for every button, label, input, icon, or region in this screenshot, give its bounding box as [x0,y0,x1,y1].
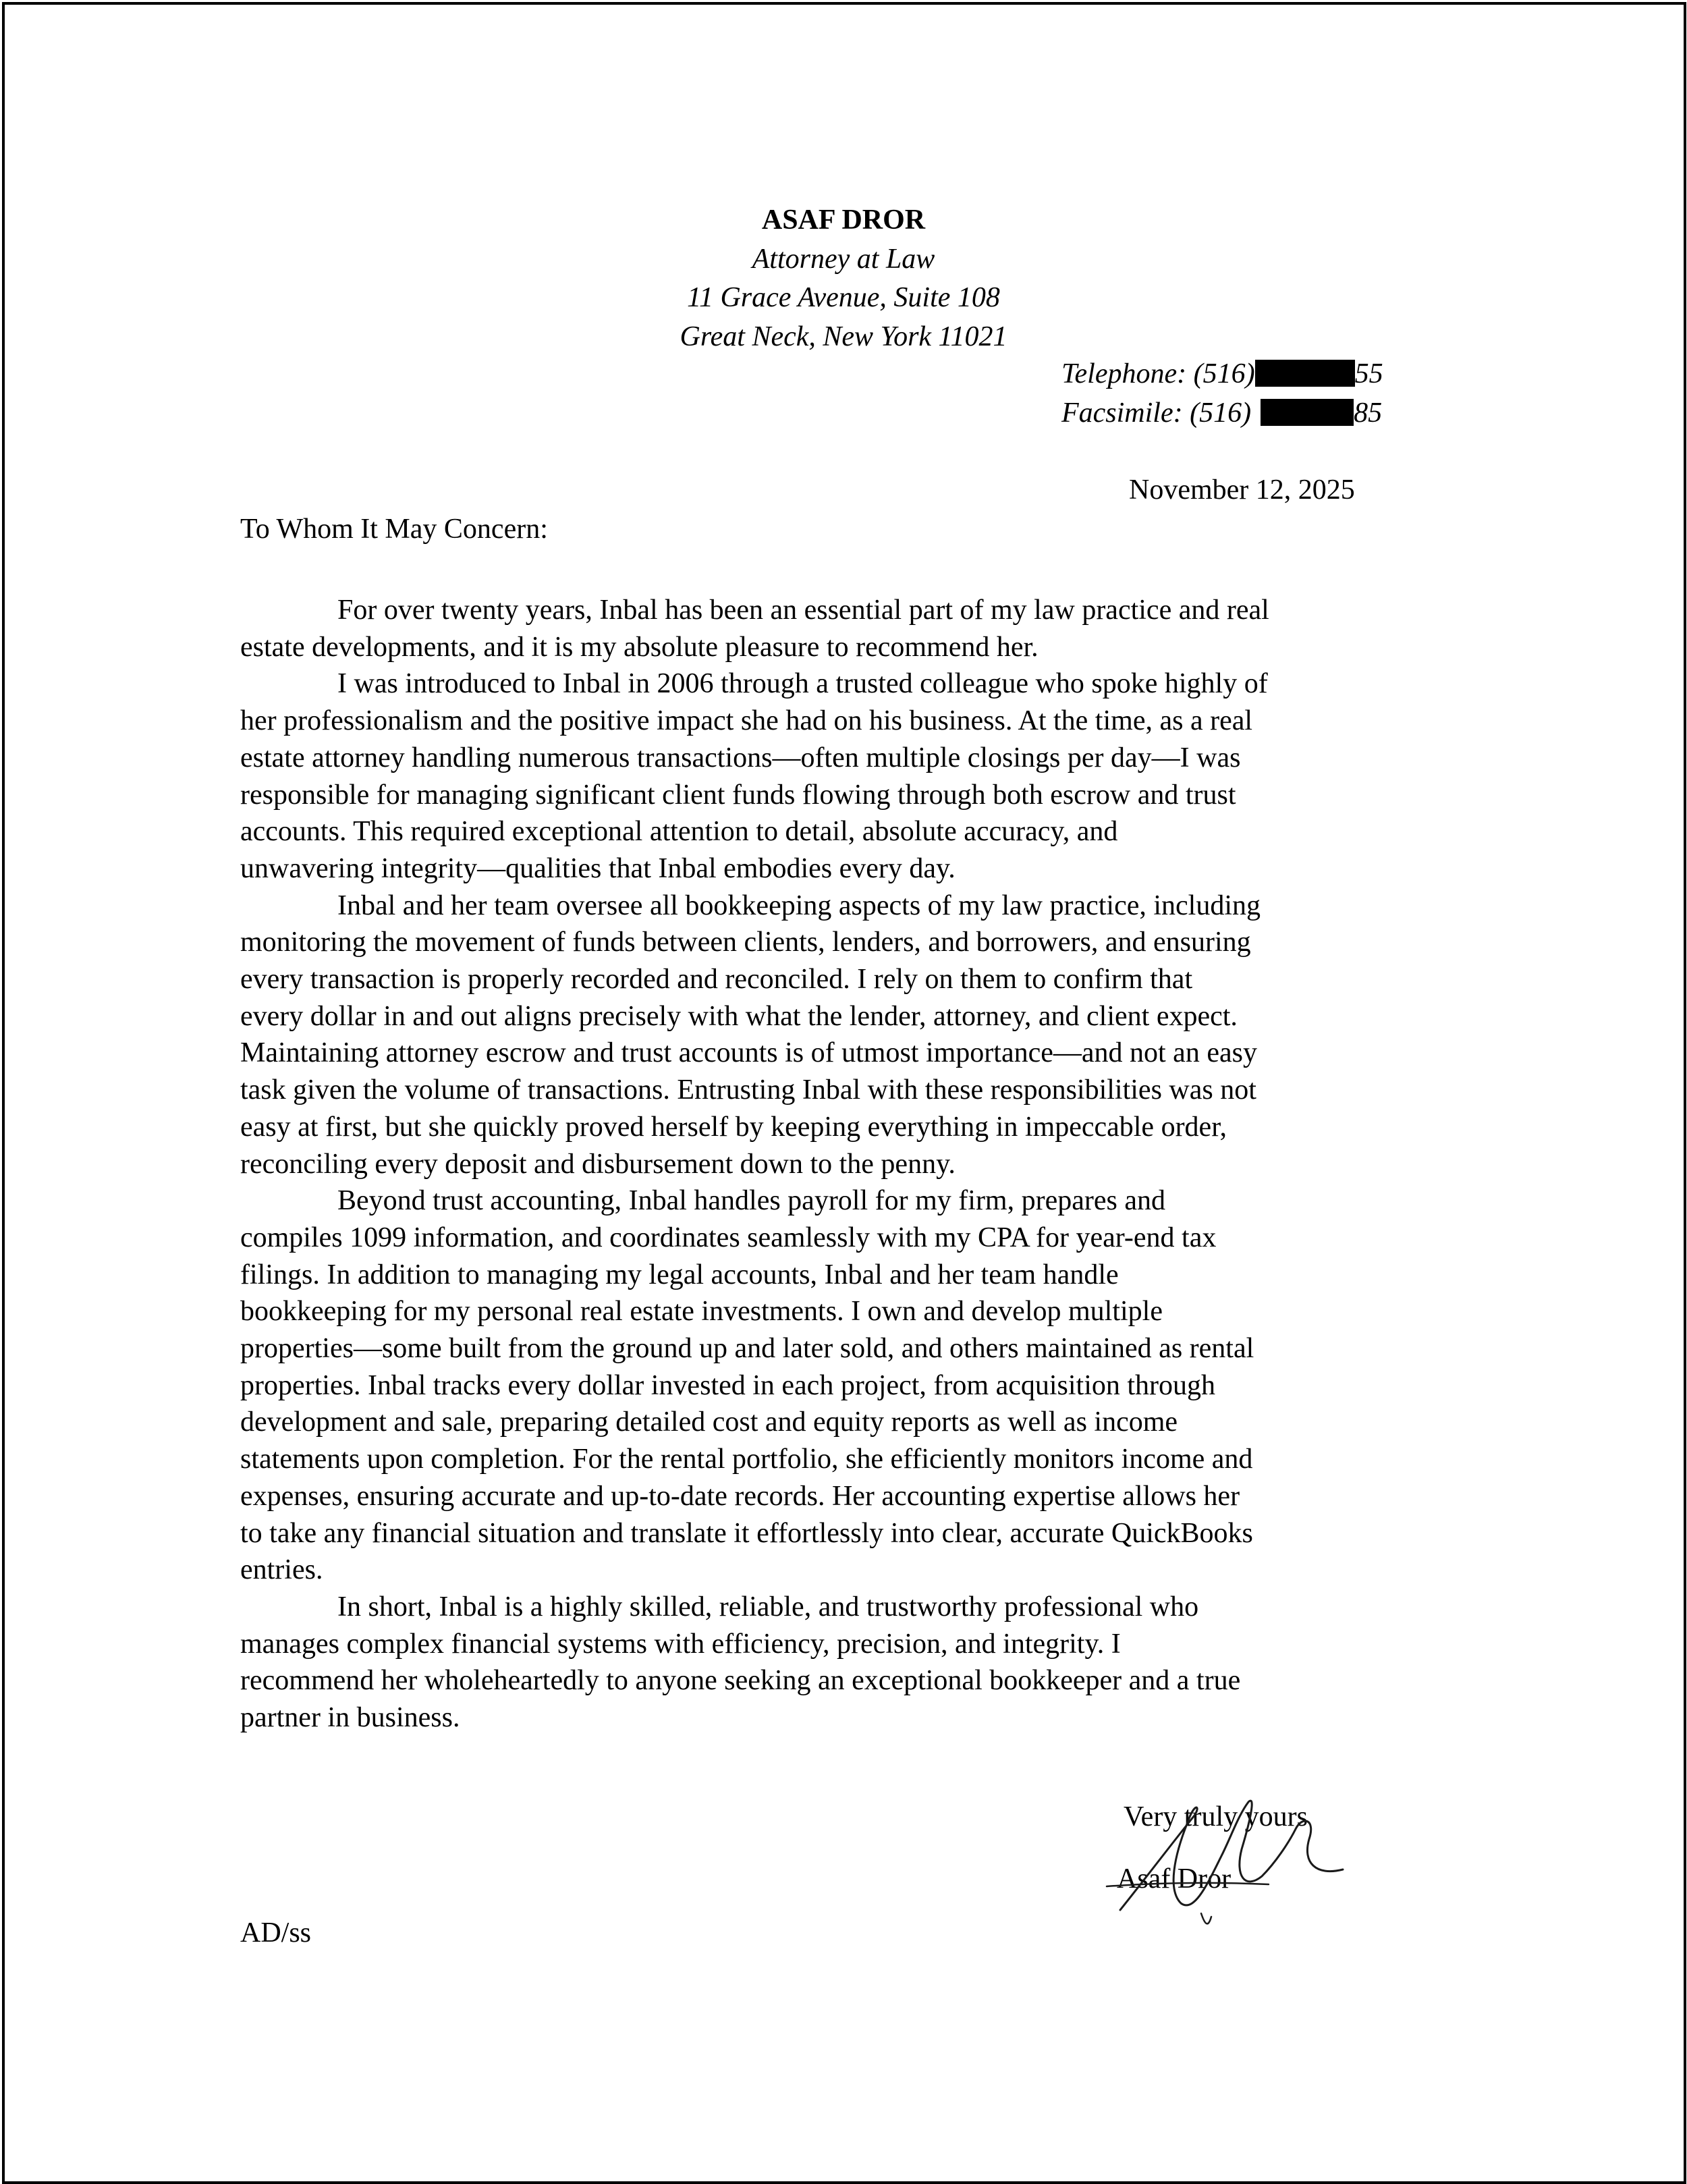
body-line: every dollar in and out aligns precisely with what the lender, attorney, and client expect. [240,1000,1238,1032]
body-line: properties. Inbal tracks every dollar invested in each project, from acquisition through [240,1369,1216,1401]
body-line: expenses, ensuring accurate and up-to-date records. Her accounting expertise allows her [240,1480,1240,1512]
body-line: her professionalism and the positive impact she had on his business. At the time, as a real [240,705,1253,737]
facsimile-redaction [1261,399,1354,426]
paragraph [240,592,1428,665]
salutation: To Whom It May Concern: [240,514,548,545]
body-line: statements upon completion. For the rental portfolio, she efficiently monitors income and [240,1444,1253,1475]
facsimile-line [1061,397,1382,429]
body-line: monitoring the movement of funds between clients, lenders, and borrowers, and ensuring [240,927,1251,958]
body-line: task given the volume of transactions. Entrusting Inbal with these responsibilities was not [240,1074,1256,1106]
telephone-line [1061,358,1383,390]
closing: Very truly yours [1124,1801,1308,1832]
body-line: manages complex financial systems with efficiency, precision, and integrity. I [240,1628,1121,1660]
body-line: Inbal and her team oversee all bookkeeping aspects of my law practice, including [337,890,1261,921]
facsimile-suffix: 85 [1354,398,1383,429]
body-line: In short, Inbal is a highly skilled, reliable, and trustworthy professional who [337,1591,1199,1622]
handwritten-signature [1093,1775,1350,1930]
letterhead-name: ASAF DROR [761,204,926,236]
body-line: Maintaining attorney escrow and trust accounts is of utmost importance—and not an easy [240,1037,1257,1069]
body-line: properties—some built from the ground up and later sold, and others maintained as rental [240,1333,1254,1365]
body-line: unwavering integrity—qualities that Inbal embodies every day. [240,852,956,884]
body-line: partner in business. [240,1702,460,1734]
body-line: filings. In addition to managing my legal accounts, Inbal and her team handle [240,1259,1119,1290]
body-line: recommend her wholeheartedly to anyone seeking an exceptional bookkeeper and a true [240,1665,1241,1697]
body-line: estate developments, and it is my absolute pleasure to recommend her. [240,631,1039,663]
body-line: entries. [240,1554,323,1586]
telephone-label: Telephone: (516) [1061,358,1255,389]
letter-date: November 12, 2025 [1129,474,1355,506]
body-line: estate attorney handling numerous transactions—often multiple closings per day—I was [240,742,1241,773]
body-line: to take any financial situation and translate it effortlessly into clear, accurate QuickBooks [240,1517,1253,1549]
letterhead-address-line1: 11 Grace Avenue, Suite 108 [687,282,1000,313]
body-line: responsible for managing significant client funds flowing through both escrow and trust [240,779,1236,811]
telephone-redaction [1255,360,1355,387]
body-line: every transaction is properly recorded and reconciled. I rely on them to confirm that [240,964,1193,995]
body-line: accounts. This required exceptional attention to detail, absolute accuracy, and [240,816,1118,848]
body-line: Beyond trust accounting, Inbal handles payroll for my firm, prepares and [337,1185,1165,1217]
body-line: I was introduced to Inbal in 2006 through a trusted colleague who spoke highly of [337,668,1268,700]
body-line: development and sale, preparing detailed cost and equity reports as well as income [240,1407,1178,1438]
letterhead-title: Attorney at Law [752,244,935,275]
letterhead-address-line2: Great Neck, New York 11021 [680,321,1007,352]
body-line: compiles 1099 information, and coordinates seamlessly with my CPA for year-end tax [240,1222,1217,1253]
body-line: reconciling every deposit and disbursement down to the penny. [240,1148,956,1180]
facsimile-label: Facsimile: (516) [1061,398,1252,429]
body-line: bookkeeping for my personal real estate investments. I own and develop multiple [240,1296,1163,1328]
telephone-suffix: 55 [1354,358,1383,389]
typist-initials: AD/ss [240,1917,312,1948]
paragraph [240,665,1428,887]
signer-name: Asaf Dror [1117,1863,1232,1894]
paragraph [240,1182,1428,1589]
paragraph [240,888,1428,1183]
letter-body [240,592,1428,1737]
body-line: For over twenty years, Inbal has been an essential part of my law practice and real [337,595,1269,626]
body-line: easy at first, but she quickly proved herself by keeping everything in impeccable order, [240,1111,1227,1143]
paragraph [240,1589,1428,1737]
